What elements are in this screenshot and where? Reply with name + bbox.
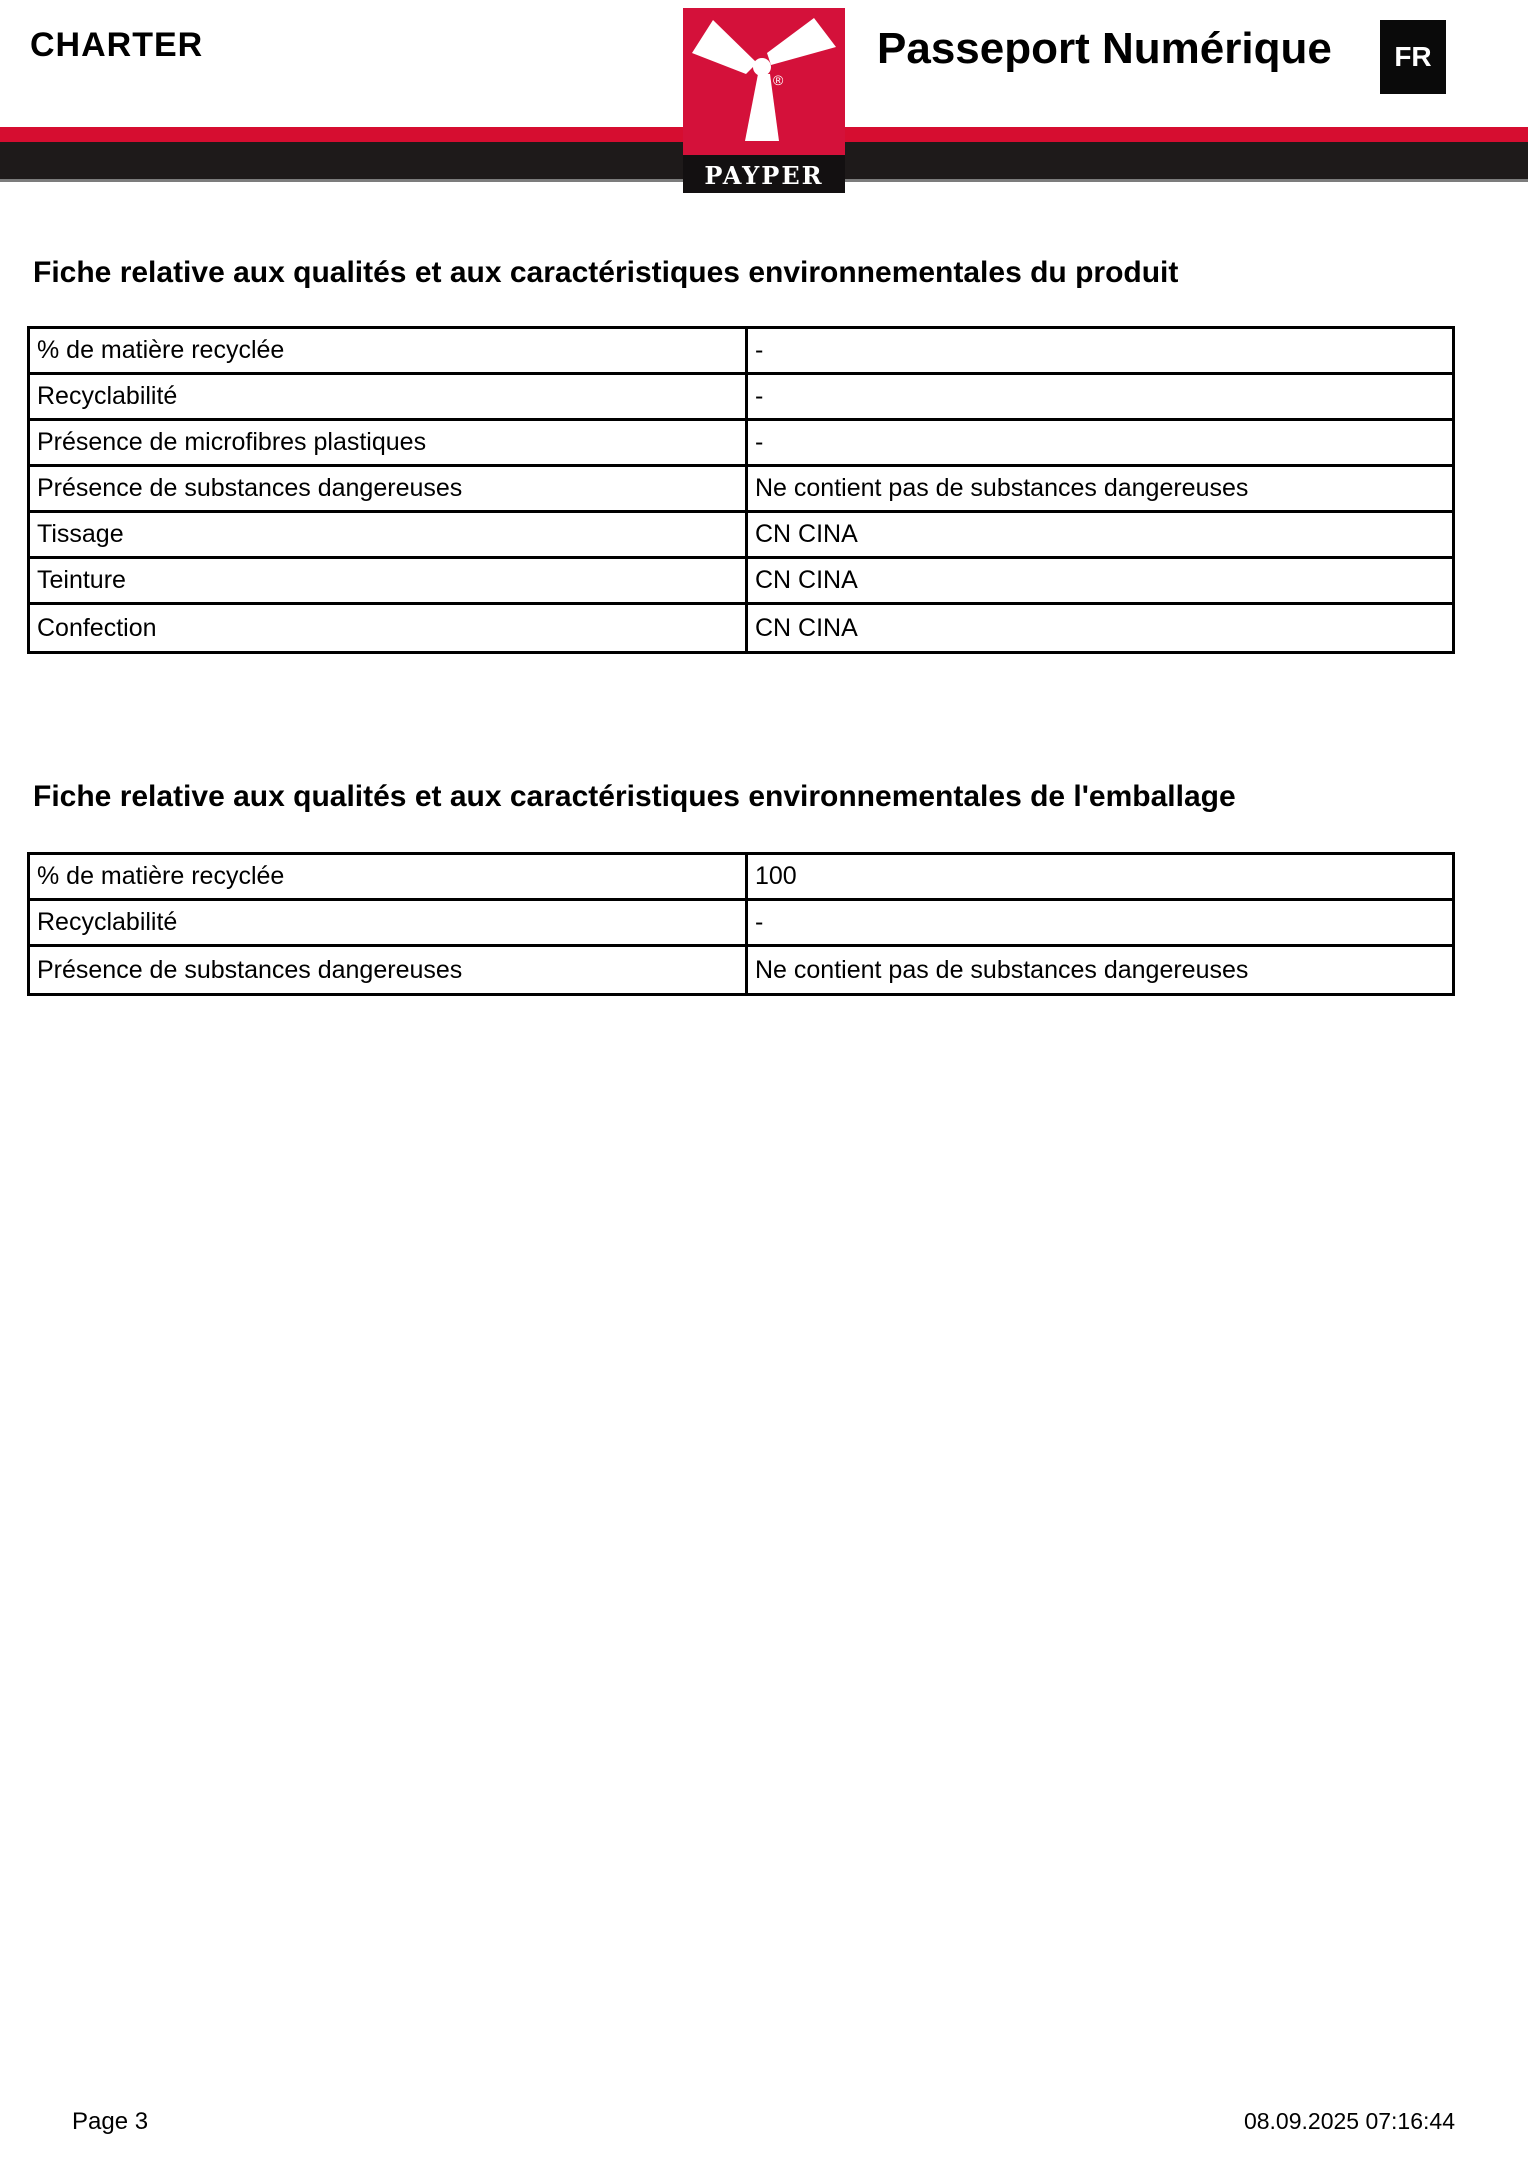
page-number: Page 3 <box>72 2108 149 2135</box>
page-title: Passeport Numérique <box>877 24 1332 73</box>
table-row <box>30 855 1452 901</box>
row-label: Présence de substances dangereuses <box>30 467 748 510</box>
packaging-table <box>27 852 1455 996</box>
table-row <box>30 375 1452 421</box>
row-label: Présence de microfibres plastiques <box>30 421 748 464</box>
section-title-produit: Fiche relative aux qualités et aux caractéristiques environnementales du produit <box>33 256 1179 289</box>
row-value: - <box>755 428 764 456</box>
row-value: - <box>755 382 764 410</box>
row-value: CN CINA <box>755 520 858 548</box>
language-badge: FR <box>1380 20 1446 94</box>
print-timestamp: 08.09.2025 07:16:44 <box>1243 2108 1455 2134</box>
table-row <box>30 513 1452 559</box>
row-value: CN CINA <box>755 566 858 594</box>
table-row <box>30 421 1452 467</box>
product-table <box>27 326 1455 654</box>
row-label: Présence de substances dangereuses <box>30 947 748 993</box>
table-row <box>30 467 1452 513</box>
row-value: 100 <box>755 862 797 890</box>
row-label: Teinture <box>30 559 748 602</box>
row-value: - <box>755 908 764 936</box>
payper-logo <box>683 8 845 193</box>
brand-name: CHARTER <box>30 26 204 64</box>
row-label: Recyclabilité <box>30 375 748 418</box>
row-value: Ne contient pas de substances dangereuses <box>755 955 1249 984</box>
logo-wordmark: PAYPER <box>704 161 824 190</box>
row-label: Recyclabilité <box>30 901 748 944</box>
pinwheel-logo-icon <box>683 8 845 193</box>
table-row <box>30 605 1452 651</box>
table-row <box>30 329 1452 375</box>
row-label: % de matière recyclée <box>30 855 748 898</box>
row-value: CN CINA <box>755 613 858 642</box>
row-label: % de matière recyclée <box>30 329 748 372</box>
row-label: Tissage <box>30 513 748 556</box>
row-value: Ne contient pas de substances dangereuses <box>755 474 1249 502</box>
table-row <box>30 947 1452 993</box>
section-title-emballage: Fiche relative aux qualités et aux caractéristiques environnementales de l'emballage <box>33 780 1236 813</box>
row-value: - <box>755 336 764 364</box>
table-row <box>30 559 1452 605</box>
registered-mark-icon: ® <box>773 72 784 88</box>
row-label: Confection <box>30 605 748 651</box>
table-row <box>30 901 1452 947</box>
